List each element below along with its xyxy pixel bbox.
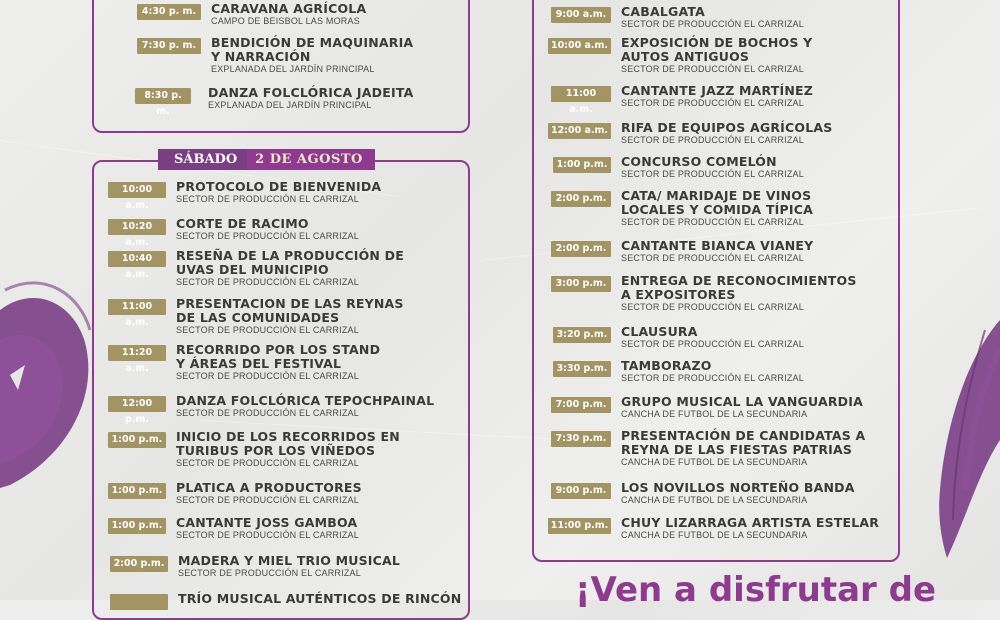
event-place: EXPLANADA DEL JARDÍN PRINCIPAL — [208, 100, 372, 110]
time-badge: 7:00 p.m. — [551, 397, 611, 413]
event-place: SECTOR DE PRODUCCIÓN EL CARRIZAL — [176, 371, 359, 381]
event-title: RESEÑA DE LA PRODUCCIÓN DE UVAS DEL MUNICIPIO — [176, 248, 404, 277]
event-place: SECTOR DE PRODUCCIÓN EL CARRIZAL — [621, 253, 804, 263]
time-badge: 2:00 p.m. — [551, 241, 611, 257]
event-place: SECTOR DE PRODUCCIÓN EL CARRIZAL — [176, 495, 359, 505]
time-badge: 3:00 p.m. — [551, 276, 611, 292]
event-title: DANZA FOLCLÓRICA JADEITA — [208, 85, 414, 100]
event-title: PRESENTACIÓN DE CANDIDATAS A REYNA DE LAS FIESTAS PATRIAS — [621, 428, 866, 457]
time-badge: 9:00 a.m. — [551, 7, 611, 23]
event-place: SECTOR DE PRODUCCIÓN EL CARRIZAL — [176, 277, 359, 287]
event-place: CANCHA DE FUTBOL DE LA SECUNDARIA — [621, 495, 808, 505]
time-badge: 1:00 p.m. — [108, 432, 166, 448]
list-item — [108, 342, 381, 382]
list-item — [108, 480, 362, 506]
footer-invitation: ¡Ven a disfrutar de — [575, 570, 937, 610]
event-title: RECORRIDO POR LOS STAND Y ÁREAS DEL FESTIVAL — [176, 342, 381, 371]
event-place: CAMPO DE BEISBOL LAS MORAS — [211, 16, 360, 26]
event-title: MADERA Y MIEL TRIO MUSICAL — [178, 553, 401, 568]
event-title: PLATICA A PRODUCTORES — [176, 480, 362, 495]
event-place: SECTOR DE PRODUCCIÓN EL CARRIZAL — [621, 169, 804, 179]
event-place: SECTOR DE PRODUCCIÓN EL CARRIZAL — [176, 458, 359, 468]
list-item — [551, 480, 855, 506]
event-title: CANTANTE JOSS GAMBOA — [176, 515, 358, 530]
time-badge: 11:00 p.m. — [548, 518, 611, 534]
list-item — [110, 553, 401, 579]
event-place: SECTOR DE PRODUCCIÓN EL CARRIZAL — [176, 408, 359, 418]
time-badge: 7:30 p. m. — [137, 38, 201, 54]
event-title: DANZA FOLCLÓRICA TEPOCHPAINAL — [176, 393, 435, 408]
event-place: SECTOR DE PRODUCCIÓN EL CARRIZAL — [621, 373, 804, 383]
date-label: 2 DE AGOSTO — [247, 149, 375, 170]
list-item — [108, 515, 359, 541]
time-badge: 7:30 p.m. — [551, 431, 611, 447]
list-item — [108, 248, 404, 288]
event-place: SECTOR DE PRODUCCIÓN EL CARRIZAL — [621, 302, 804, 312]
time-badge: 2:00 p.m. — [551, 191, 611, 207]
event-place: SECTOR DE PRODUCCIÓN EL CARRIZAL — [176, 231, 359, 241]
event-title: EXPOSICIÓN DE BOCHOS Y AUTOS ANTIGUOS — [621, 35, 813, 64]
time-badge: 11:00 a.m. — [108, 299, 166, 315]
list-item — [548, 515, 880, 541]
list-item — [553, 358, 804, 384]
event-title: PROTOCOLO DE BIENVENIDA — [176, 179, 382, 194]
time-badge: 9:00 p.m. — [551, 483, 611, 499]
time-badge: 10:20 a.m. — [108, 219, 166, 235]
time-badge: 10:40 a.m. — [108, 251, 166, 267]
event-title: CARAVANA AGRÍCOLA — [211, 1, 367, 16]
list-item — [551, 238, 814, 264]
time-badge: 1:00 p.m. — [553, 157, 611, 173]
time-badge: 8:30 p. m. — [135, 88, 191, 104]
time-badge: 2:00 p.m. — [110, 556, 168, 572]
time-badge: 1:00 p.m. — [108, 518, 166, 534]
event-place: CANCHA DE FUTBOL DE LA SECUNDARIA — [621, 409, 808, 419]
time-badge: 12:00 a.m. — [548, 123, 611, 139]
day-header — [158, 149, 375, 170]
event-place: CANCHA DE FUTBOL DE LA SECUNDARIA — [621, 530, 808, 540]
list-item — [551, 4, 804, 30]
list-item — [551, 428, 866, 468]
brush-stroke-left — [0, 270, 95, 490]
event-place: SECTOR DE PRODUCCIÓN EL CARRIZAL — [178, 568, 361, 578]
event-place: SECTOR DE PRODUCCIÓN EL CARRIZAL — [621, 98, 804, 108]
event-title: GRUPO MUSICAL LA VANGUARDIA — [621, 394, 863, 409]
event-title: CORTE DE RACIMO — [176, 216, 309, 231]
event-title: ENTREGA DE RECONOCIMIENTOS A EXPOSITORES — [621, 273, 857, 302]
list-item — [551, 83, 814, 115]
list-item — [108, 429, 400, 469]
event-title: TAMBORAZO — [621, 358, 712, 373]
list-item — [551, 188, 813, 228]
time-badge: 11:20 a.m. — [108, 345, 166, 361]
time-badge: 1:00 p.m. — [108, 483, 166, 499]
event-place: SECTOR DE PRODUCCIÓN EL CARRIZAL — [621, 339, 804, 349]
event-title: LOS NOVILLOS NORTEÑO BANDA — [621, 480, 855, 495]
event-place: SECTOR DE PRODUCCIÓN EL CARRIZAL — [621, 64, 804, 74]
day-label: SÁBADO — [158, 149, 247, 170]
event-title: INICIO DE LOS RECORRIDOS EN TURIBUS POR LOS VIÑEDOS — [176, 429, 400, 458]
event-title: TRÍO MUSICAL AUTÉNTICOS DE RINCÓN — [178, 591, 462, 606]
list-item — [553, 324, 804, 350]
list-item — [551, 394, 863, 420]
list-item — [548, 35, 813, 75]
event-place: SECTOR DE PRODUCCIÓN EL CARRIZAL — [176, 530, 359, 540]
list-item — [110, 591, 462, 610]
time-badge — [110, 594, 168, 610]
list-item — [137, 1, 367, 27]
list-item — [137, 35, 414, 75]
brush-stroke-right — [925, 320, 1000, 560]
time-badge: 10:00 a.m. — [108, 182, 166, 198]
event-title: PRESENTACION DE LAS REYNAS DE LAS COMUNIDADES — [176, 296, 404, 325]
event-title: CANTANTE JAZZ MARTÍNEZ — [621, 83, 814, 98]
event-place: SECTOR DE PRODUCCIÓN EL CARRIZAL — [621, 217, 804, 227]
event-title: CABALGATA — [621, 4, 706, 19]
time-badge: 10:00 a.m. — [548, 38, 611, 54]
list-item — [553, 154, 804, 180]
list-item — [135, 85, 414, 117]
list-item — [108, 296, 404, 336]
list-item — [108, 216, 359, 248]
event-place: SECTOR DE PRODUCCIÓN EL CARRIZAL — [176, 325, 359, 335]
event-place: EXPLANADA DEL JARDÍN PRINCIPAL — [211, 64, 375, 74]
event-title: RIFA DE EQUIPOS AGRÍCOLAS — [621, 120, 833, 135]
list-item — [551, 273, 857, 313]
list-item — [108, 393, 435, 425]
time-badge: 3:20 p.m. — [553, 327, 611, 343]
event-title: BENDICIÓN DE MAQUINARIA Y NARRACIÓN — [211, 35, 414, 64]
time-badge: 12:00 p.m. — [108, 396, 166, 412]
time-badge: 3:30 p.m. — [553, 361, 611, 377]
event-place: CANCHA DE FUTBOL DE LA SECUNDARIA — [621, 457, 808, 467]
event-place: SECTOR DE PRODUCCIÓN EL CARRIZAL — [621, 19, 804, 29]
list-item — [548, 120, 833, 146]
event-title: CANTANTE BIANCA VIANEY — [621, 238, 814, 253]
event-place: SECTOR DE PRODUCCIÓN EL CARRIZAL — [621, 135, 804, 145]
event-title: CHUY LIZARRAGA ARTISTA ESTELAR — [621, 515, 880, 530]
event-title: CATA/ MARIDAJE DE VINOS LOCALES Y COMIDA TÍPICA — [621, 188, 813, 217]
time-badge: 11:00 a.m. — [551, 86, 611, 102]
list-item — [108, 179, 382, 211]
event-title: CONCURSO COMELÓN — [621, 154, 777, 169]
event-place: SECTOR DE PRODUCCIÓN EL CARRIZAL — [176, 194, 359, 204]
event-title: CLAUSURA — [621, 324, 698, 339]
time-badge: 4:30 p. m. — [137, 4, 201, 20]
